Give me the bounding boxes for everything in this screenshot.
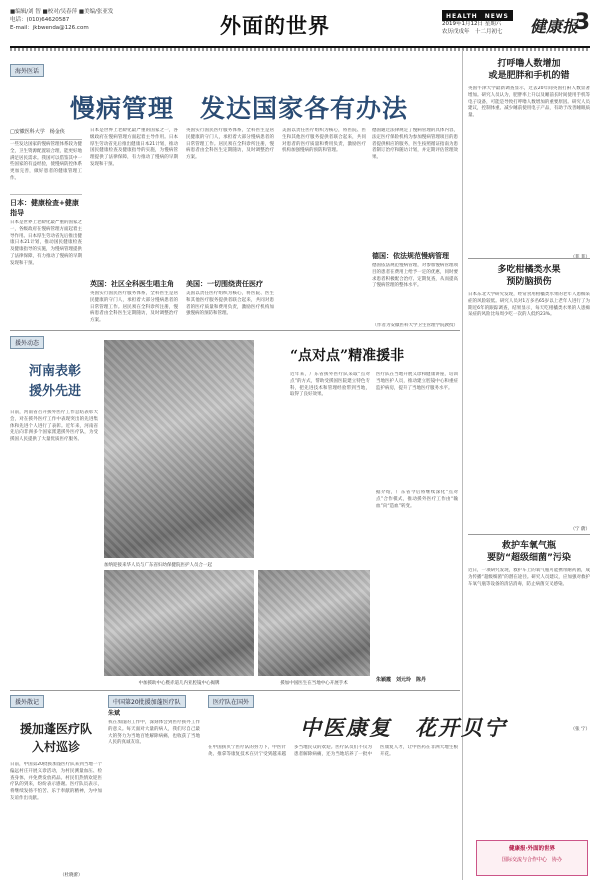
masthead-divider [10,48,590,51]
health-news-tag: HEALTH NEWS [442,10,513,21]
medical-team-photo [104,340,254,558]
bottom-left-headline: 援加蓬医疗队 入村巡诊 [19,722,92,754]
news-body: 英国牛津大学最新调查显示，过去20年间英国打鼾人数显著增加。研究人员认为，肥胖率上升以及睡前长时间使用手机等电子设备，可能是导致打呼噜人数增加的重要原因。研究人员建议，控制体重、减少睡前使用电子产品，有助于改善睡眠质量。 [468,86,590,119]
photo-caption: 中加援助中心暨赤道几内亚腔镜中心揭牌 [138,681,220,686]
news-title: 打呼噜人数增加 或是肥胖和手机的错 [488,59,570,81]
edit-line: 电话：(010)64620587 [10,17,70,23]
edit-line: E-mail：jkbwenda@126.com [10,25,89,31]
section-tag: 援外动态 [10,336,44,349]
news-title: 多吃柑橘类水果 预防脑损伤 [497,265,561,287]
mid-author: 朱颖霞 刘元玲 陈丹 [376,677,427,683]
section-tag: 中国第20批援加蓬医疗队 [108,695,186,708]
photo-caption: 援加中国医生在当地中心开展手术 [280,681,348,686]
feature-headline: 慢病管理 发达国家各有办法 [70,94,409,123]
sponsor-title: 健康报·外面的世界 [508,846,556,852]
bottom-mid-author: 朱斌 [108,710,121,717]
news-body: 日本东北大学研究发现，经常食用柑橘类水果的老年人患痴呆症的风险较低。研究人员对1万多名65岁以上老年人进行了为期近6年的跟踪调查，结果显示，每天吃柑橘类水果的人患痴呆症的风险比每周少吃一次的人低约23%。 [468,292,590,318]
left-headline: 河南表彰 援外先进 [28,364,81,399]
mid-body-col: 据介绍，广东省今后将继续深化“点对点”合作模式，推动援外医疗工作由“输血”向“造血”转变。 [376,490,458,509]
news-source: （宁 蔚） [570,527,590,532]
body-col-1: 日本是世界上老龄化最严重的国家之一，各级政府在慢病管理方面起着主导作用。日本厚生劳动省先后推出健康日本21计划，推动国民健康检查及健康指导的实施，为慢病管理提供了法律保障，有力推动了慢病的早期发现和干预。 [10,220,82,266]
column-rule [462,50,463,880]
lunar-date-line: 农历戊戌年 十二月初七 [442,29,503,35]
bottom-mid-body: 我在加蓬的工作中，深刻体会到医疗援外工作的意义。每天面对大量的病人，我们尽自己最大的努力为当地百姓解除病痛，也收获了当地人民的真诚友谊。 [108,720,200,746]
edit-info [10,8,113,32]
date-block [442,20,503,36]
body-col-4: 美国以责任医疗组织为核心，将医院、医生和其他医疗服务提供者联合起来，共同对患者的医疗质量和费用负责，激励医疗机构加强慢病的预防和管理。 [282,128,366,154]
bottom-right-headline: 中医康复 花开贝宁 [300,715,507,740]
byline: □安徽医科大学 杨金侠 [10,129,65,135]
bottom-right-body: 在中国援贝宁医疗队的努力下，中医针灸、推拿等康复技术在贝宁受到越来越多当地民众的欢迎。医疗队员们不仅为患者解除病痛，还为当地培养了一批中医康复人才，让中医药在非洲大地生根开花。 [208,745,458,757]
ceremony-photo [104,570,254,676]
section-title: 外面的世界 [220,13,330,38]
divider [468,258,590,259]
photo-caption: 加纳迎接来华人员与广东省妇幼保健院医护人员合一起 [104,563,212,568]
news-title: 救护车氧气瓶 要防“超级细菌”污染 [487,541,571,563]
newspaper-logo: 健康报 [530,17,579,36]
news-source [468,254,590,260]
section-tag: 海外医话 [10,64,44,77]
news-item [468,58,590,260]
section-rule [10,690,460,691]
left-body: 日前，河南省召开援外医疗工作总结表彰大会，对在援外医疗工作中表现突出的先进集体和先进个人进行了表彰。近年来，河南省先后向非洲多个国家派遣援外医疗队，为受援国人民提供了大量优质医疗服务。 [10,410,98,443]
intro-text: 一些发达国家的慢病管理体系较为健全，卫生资源配置较合理，能更好地满足居民需求。我国可以借鉴其中一些国家的有益经验，使慢病防控体系更加完善，做好患者的健康管理工作。 [10,139,82,195]
subhead-uk: 英国：社区全科医生唱主角 [90,280,174,288]
date-line: 2019年1月12日 星期六 [442,21,502,27]
section-rule [10,330,460,331]
body-col-2b: 英国实行国民医疗服务体系，全科医生是居民健康的守门人，承担着大部分慢病患者的日常管理工作。居民须在全科诊所注册，慢病患者由全科医生定期随访，及时调整治疗方案。 [90,291,178,324]
author-signature: （作者为安徽医科大学卫生管理学院教授） [372,323,458,328]
right-column [468,58,590,738]
news-source: （张 宁） [570,727,590,732]
section-tag: 援外散记 [10,695,44,708]
news-item [468,264,590,532]
byline-column [10,128,82,335]
top-feature [10,58,458,328]
body-col-5: 德国通过法律规定了慢病管理的具体内容，法定医疗保险机构为参加慢病管理项目的患者提供相应的服务，医生按照循证指南为患者制订治疗和随访计划，并定期评估管理效果。 [372,128,458,161]
page-number: 3 [574,10,590,35]
bottom-left-body: 日前，中国第20批援加蓬医疗队来到当地一个偏远村庄开展义诊活动，为村民测量血压、检查身体，并免费发放药品。村民们热情欢迎医疗队的到来，纷纷表示感谢。医疗队员表示，将继续发扬不怕苦、乐于奉献的精神，为中加友谊作出贡献。 [10,762,102,801]
masthead [10,6,590,48]
bottom-left-source: （杜晓蕾） [60,873,83,878]
subhead-us: 美国：一切围绕责任医疗 [186,280,263,288]
mid-body-col: 医疗队在当地开展义诊和健康讲座，培训当地医护人员，推动建立腔镜中心和重症监护病房，提升了当地医疗服务水平。 [376,372,458,391]
sponsor-line: 国际交流与合作中心 协办 [501,857,562,863]
body-col-3: 英国实行国民医疗服务体系，全科医生是居民健康的守门人，承担着大部分慢病患者的日常管理工作。居民须在全科诊所注册，慢病患者由全科医生定期随访，及时调整治疗方案。 [186,128,274,161]
edit-line: ■编辑/刘 智 ■校对/吴春萍 ■美编/张亚发 [10,9,114,15]
mid-headline: “点对点”精准援非 [290,348,405,364]
news-item [468,540,590,732]
body-col-5b: 德国依法规范慢病管理，对参加慢病管理项目的患者在费用上给予一定的优惠，同时要求患者积极配合治疗、定期复查，从而提高了慢病管理的整体水平。 [372,263,458,289]
news-body: 近日，一项研究发现，救护车上的氧气瓶可能携带耐药菌，成为传播“超级细菌”的潜在途径。研究人员建议，应加强对救护车氧气瓶等设备的清洁消毒，防止病菌交叉感染。 [468,568,590,587]
subhead-japan: 日本：健康检查+健康指导 [10,199,79,217]
body-col-2: 日本是世界上老龄化最严重的国家之一，各级政府在慢病管理方面起着主导作用。日本厚生劳动省先后推出健康日本21计划，推动国民健康检查及健康指导的实施，为慢病管理提供了法律保障，有力推动了慢病的早期发现和干预。 [90,128,178,167]
surgery-photo [258,570,370,676]
divider [468,534,590,535]
sponsor-box [476,840,588,876]
mid-body-col: 近年来，广东省援外医疗队采取“点对点”的方式，帮助受援国医院建立特色专科，把先进技术和管理经验带到当地，取得了良好效果。 [290,372,370,398]
section-tag: 医疗队在国外 [208,695,254,708]
subhead-germany: 德国：依法规范慢病管理 [372,252,449,260]
body-col-3b: 美国以责任医疗组织为核心，将医院、医生和其他医疗服务提供者联合起来，共同对患者的医疗质量和费用负责，激励医疗机构加强慢病的预防和管理。 [186,291,274,317]
